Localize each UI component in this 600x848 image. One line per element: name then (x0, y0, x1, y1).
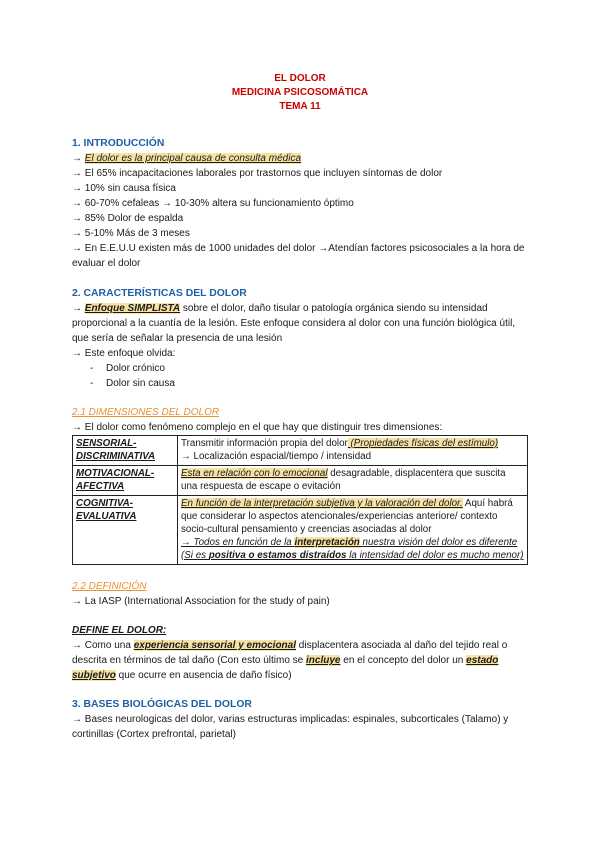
doc-topic: TEMA 11 (279, 101, 321, 112)
arrow-glyph: → (72, 153, 82, 164)
table-cell-header: SENSORIAL-DISCRIMINATIVA (73, 436, 178, 466)
intro-line: → 5-10% Más de 3 meses (72, 228, 190, 239)
dash-glyph: - (90, 363, 94, 374)
table-cell-header: COGNITIVA-EVALUATIVA (73, 496, 178, 565)
subsection-definicion-heading: 2.2 DEFINICIÓN (72, 581, 147, 592)
section-bases-heading: 3. BASES BIOLÓGICAS DEL DOLOR (72, 699, 252, 710)
definition-paragraph: → Como una experiencia sensorial y emocional displacentera asociada al daño del tejido real o descrita en términos de tal daño (Con esto último se incluye en el concepto del dolor un estado subjetivo que ocurre en ausencia de daño físico) (72, 640, 508, 681)
document-body (72, 72, 530, 742)
caract-term: Enfoque SIMPLISTA (84, 303, 181, 314)
dimensions-intro: → El dolor como fenómeno complejo en el que hay que distinguir tres dimensiones: (72, 422, 443, 433)
dash-glyph: - (90, 378, 94, 389)
doc-subject: MEDICINA PSICOSOMÁTICA (231, 87, 369, 98)
define-heading: DEFINE EL DOLOR: (72, 625, 167, 636)
highlight-text: (Propiedades físicas del estímulo) (347, 438, 499, 449)
table-cell: En función de la interpretación subjetiva y la valoración del dolor. Aquí habrá que considerar lo aspectos atencionales/experiencias anteriore/ contexto socio-cultural pensamiento y creencias asociadas al dolor → Todos en función de la interpretación nuestra visión del dolor es diferente (Si es positiva o estamos distraídos la intensidad del dolor es mucho menor) (178, 496, 528, 565)
table-cell: Esta en relación con lo emocional desagradable, displacentera que suscita una respuesta de escape o evitación (178, 466, 528, 496)
table-cell: Transmitir información propia del dolor (Propiedades físicas del estímulo) → Localización espacial/tiempo / intensidad (178, 436, 528, 466)
table-row (73, 436, 528, 466)
table-row (73, 496, 528, 565)
intro-line: → El 65% incapacitaciones laborales por trastornos que incluyen síntomas de dolor (72, 168, 443, 179)
table-cell-header: MOTIVACIONAL-AFECTIVA (73, 466, 178, 496)
arrow-glyph: → (72, 303, 82, 314)
caract-rest: sobre el dolor, daño tisular o patología orgánica siendo su intensidad proporcional a la cuantía de la lesión. Este enfoque considera al dolor con una función biológica útil, que sería de señalar la presencia de una lesión (72, 303, 516, 344)
caract-paragraph (72, 301, 530, 346)
doc-title: EL DOLOR (274, 73, 326, 84)
table-row (73, 466, 528, 496)
definition-iasp: → La IASP (International Association for the study of pain) (72, 596, 330, 607)
list-item: - Dolor sin causa (90, 378, 175, 389)
intro-highlight: El dolor es la principal causa de consulta médica (84, 153, 302, 164)
intro-line (72, 151, 530, 166)
highlight-text: En función de la interpretación subjetiva y la valoración del dolor. (181, 498, 463, 509)
list-item: - Dolor crónico (90, 363, 165, 374)
document-header (70, 72, 530, 114)
intro-line: → 85% Dolor de espalda (72, 213, 184, 224)
section-caracteristicas-heading: 2. CARACTERÍSTICAS DEL DOLOR (72, 288, 247, 299)
subsection-dimensiones-heading: 2.1 DIMENSIONES DEL DOLOR (72, 407, 220, 418)
section-introduccion-heading: 1. INTRODUCCIÓN (72, 138, 165, 149)
intro-line: → 60-70% cefaleas → 10-30% altera su funcionamiento óptimo (72, 198, 354, 209)
dimensions-table (72, 435, 528, 565)
caract-forgets: → Este enfoque olvida: (72, 348, 176, 359)
intro-line: → En E.E.U.U existen más de 1000 unidades del dolor →Atendían factores psicosociales a la hora de evaluar el dolor (72, 243, 525, 269)
bases-paragraph: → Bases neurologicas del dolor, varias estructuras implicadas: espinales, subcorticales (Talamo) y cortinillas (Cortex prefrontal, parietal) (72, 714, 509, 740)
highlight-text: Esta en relación con lo emocional (181, 468, 328, 479)
intro-line: → 10% sin causa física (72, 183, 176, 194)
